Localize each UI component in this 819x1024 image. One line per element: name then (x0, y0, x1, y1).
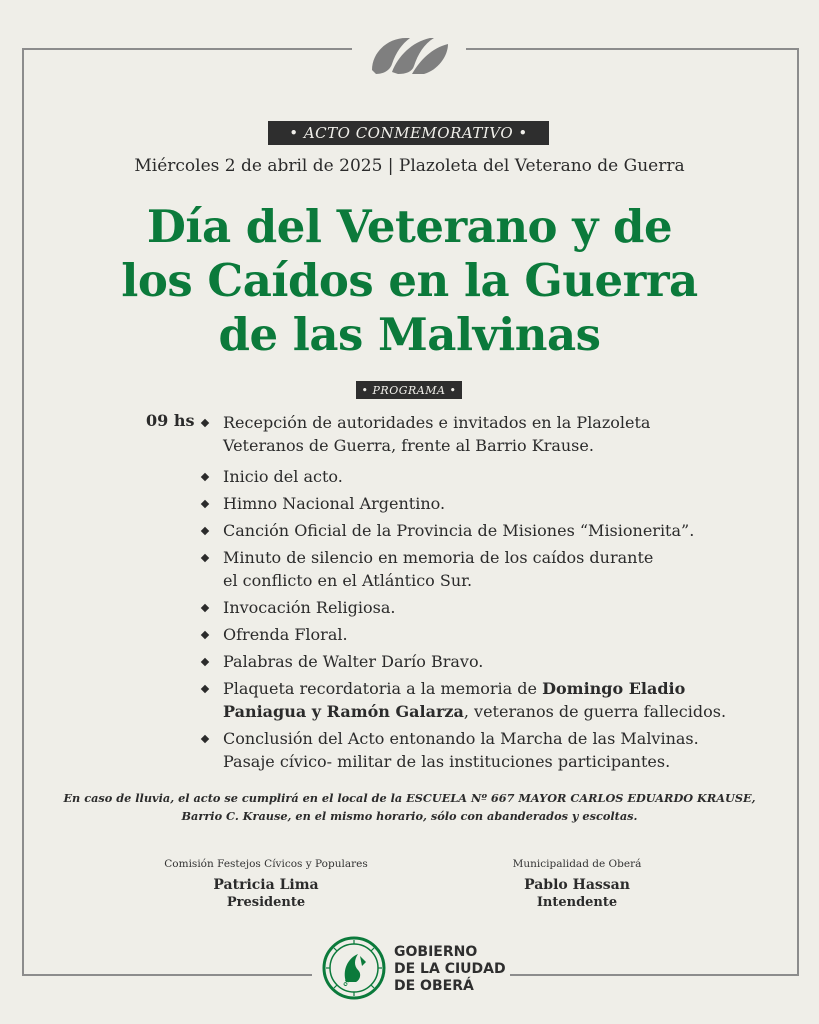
curved-s-emblem-icon (362, 30, 456, 78)
frame-bottom-right (510, 974, 799, 976)
signature-left (136, 857, 396, 910)
signature-name: Pablo Hassan (524, 877, 630, 893)
signature-role: Intendente (536, 895, 618, 910)
program-item: Inicio del acto. (202, 465, 742, 488)
diamond-bullet-icon (201, 604, 209, 612)
rain-contingency-note: En caso de lluvia, el acto se cumplirá en el local de la ESCUELA Nº 667 MAYOR CARLOS EDUARDO KRAUSE, Barrio C. Krause, en el mismo horario, sólo con abanderados y escoltas. (63, 791, 756, 823)
frame-top-right (466, 48, 798, 50)
program-item: Conclusión del Acto entonando la Marcha de las Malvinas. Pasaje cívico- militar de las instituciones participantes. (202, 727, 742, 773)
honoree-names: Paniagua y Ramón Galarza (223, 702, 464, 721)
date-location-line: Miércoles 2 de abril de 2025 | Plazoleta del Veterano de Guerra (134, 156, 685, 176)
program-item: Recepción de autoridades e invitados en la Plazoleta Veteranos de Guerra, frente al Barrio Krause. (202, 411, 742, 457)
frame-right (797, 48, 799, 975)
diamond-bullet-icon (201, 735, 209, 743)
title-line-1: Día del Veterano y de (146, 200, 673, 253)
title-line-3: de las Malvinas (218, 308, 601, 361)
diamond-bullet-icon (201, 631, 209, 639)
frame-bottom-left (22, 974, 312, 976)
frame-left (22, 48, 24, 975)
diamond-bullet-icon (201, 685, 209, 693)
municipal-seal-icon (322, 936, 386, 1000)
program-label: • PROGRAMA • (356, 381, 462, 399)
signature-role: Presidente (226, 895, 306, 910)
diamond-bullet-icon (201, 527, 209, 535)
program-item: Ofrenda Floral. (202, 623, 742, 646)
program-item: Invocación Religiosa. (202, 596, 742, 619)
diamond-bullet-icon (201, 419, 209, 427)
signature-right (447, 857, 707, 910)
diamond-bullet-icon (201, 658, 209, 666)
government-logotype: GOBIERNO DE LA CIUDAD DE OBERÁ (394, 944, 506, 994)
frame-top-left (22, 48, 352, 50)
program-item: Canción Oficial de la Provincia de Misiones “Misionerita”. (202, 519, 742, 542)
signature-org: Comisión Festejos Cívicos y Populares (164, 858, 368, 870)
program-item: Minuto de silencio en memoria de los caídos durante el conflicto en el Atlántico Sur. (202, 546, 742, 592)
program-item-plaque: Plaqueta recordatoria a la memoria de Domingo Eladio Paniagua y Ramón Galarza, veteranos de guerra fallecidos. (202, 677, 742, 723)
program-list (202, 411, 742, 777)
seal-text: OBERÁ (342, 967, 357, 988)
diamond-bullet-icon (201, 500, 209, 508)
signature-name: Patricia Lima (213, 877, 319, 893)
program-start-time: 09 hs (146, 411, 195, 430)
title-line-2: los Caídos en la Guerra (121, 254, 698, 307)
signature-org: Municipalidad de Oberá (512, 858, 642, 870)
diamond-bullet-icon (201, 473, 209, 481)
event-type-banner: • ACTO CONMEMORATIVO • (268, 121, 549, 145)
honoree-names: Domingo Eladio (542, 679, 686, 698)
diamond-bullet-icon (201, 554, 209, 562)
program-item: Himno Nacional Argentino. (202, 492, 742, 515)
event-title (60, 200, 759, 362)
program-item: Palabras de Walter Darío Bravo. (202, 650, 742, 673)
